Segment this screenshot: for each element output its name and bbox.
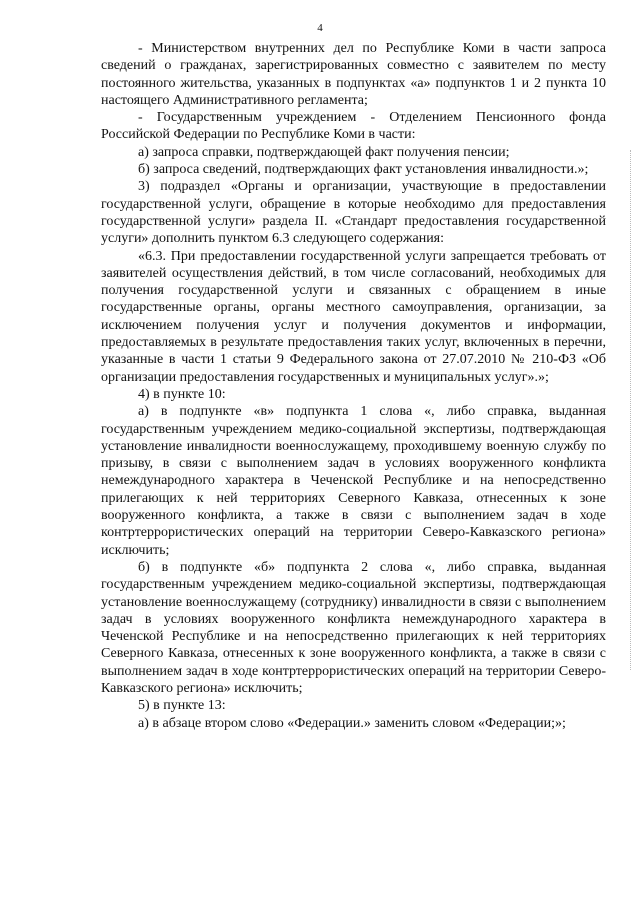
paragraph-point-5-a: а) в абзаце втором слово «Федерации.» заменить словом «Федерации;»; [138, 715, 566, 731]
paragraph-item-a-pension: а) запроса справки, подтверждающей факт получения пенсии; [138, 144, 510, 160]
page-number: 4 [317, 22, 323, 34]
document-body [101, 40, 606, 732]
paragraph-mvd: - Министерством внутренних дел по Республике Коми в части запроса сведений о гражданах, зарегистрированных совместно с заявителем по месту постоянного жительства, указанных в подпунктах «а» подпунктов 1 и 2 пункта 10 настоящего Административного регламента; [101, 41, 606, 108]
paragraph-item-b-disability: б) запроса сведений, подтверждающих факт установления инвалидности.»; [138, 162, 589, 178]
paragraph-point-3: 3) подраздел «Органы и организации, участвующие в предоставлении государственной услуги, обращение в которые необходимо для предоставления государственной услуги» раздела II. «Стандарт предоставления государственной услуги» дополнить пунктом 6.3 следующего содержания: [101, 179, 606, 247]
paragraph-section-6-3: «6.3. При предоставлении государственной услуги запрещается требовать от заявителей осуществления действий, в том числе согласований, необходимых для получения государственной услуги и связанных с обращением в иные государственные органы, органы местного самоуправления, организации, за исключением получения услуг и получения документов и информации, предоставляемых в результате предоставления таких услуг, включенных в перечни, указанные в части 1 статьи 9 Федерального закона от 27.07.2010 № 210-ФЗ «Об организации предоставления государственных и муниципальных услуг».»; [101, 248, 606, 385]
paragraph-point-4: 4) в пункте 10: [138, 386, 226, 402]
paragraph-point-5: 5) в пункте 13: [138, 698, 226, 714]
paragraph-point-4-a: а) в подпункте «в» подпункта 1 слова «, либо справка, выданная государственным учреждением медико-социальной экспертизы, подтверждающая установление инвалидности военнослужащему, проходившему военную службу по призыву, в связи с выполнением задач в условиях вооруженного конфликта немеждународного характера в Чеченской Республике и на непосредственно прилегающих к ней территориях Северного Кавказа, отнесенных к зоне вооруженного конфликта, а также в связи с выполнением задач в ходе контртеррористических операций на территории Северо-Кавказского региона» исключить; [101, 404, 606, 558]
paragraph-point-4-b: б) в подпункте «б» подпункта 2 слова «, либо справка, выданная государственным учреждением медико-социальной экспертизы, подтверждающая установление военнослужащему (сотруднику) инвалидности в связи с выполнением задач в условиях вооруженного конфликта немеждународного характера в Чеченской Республике и на непосредственно прилегающих к ней территориях Северного Кавказа, отнесенных к зоне вооруженного конфликта, а также в связи с выполнением задач в ходе контртеррористических операций на территории Северо-Кавказского региона» исключить; [101, 559, 606, 696]
scan-edge-marks [630, 150, 634, 670]
paragraph-pension-fund: - Государственным учреждением - Отделением Пенсионного фонда Российской Федерации по Республике Коми в части: [101, 110, 606, 143]
